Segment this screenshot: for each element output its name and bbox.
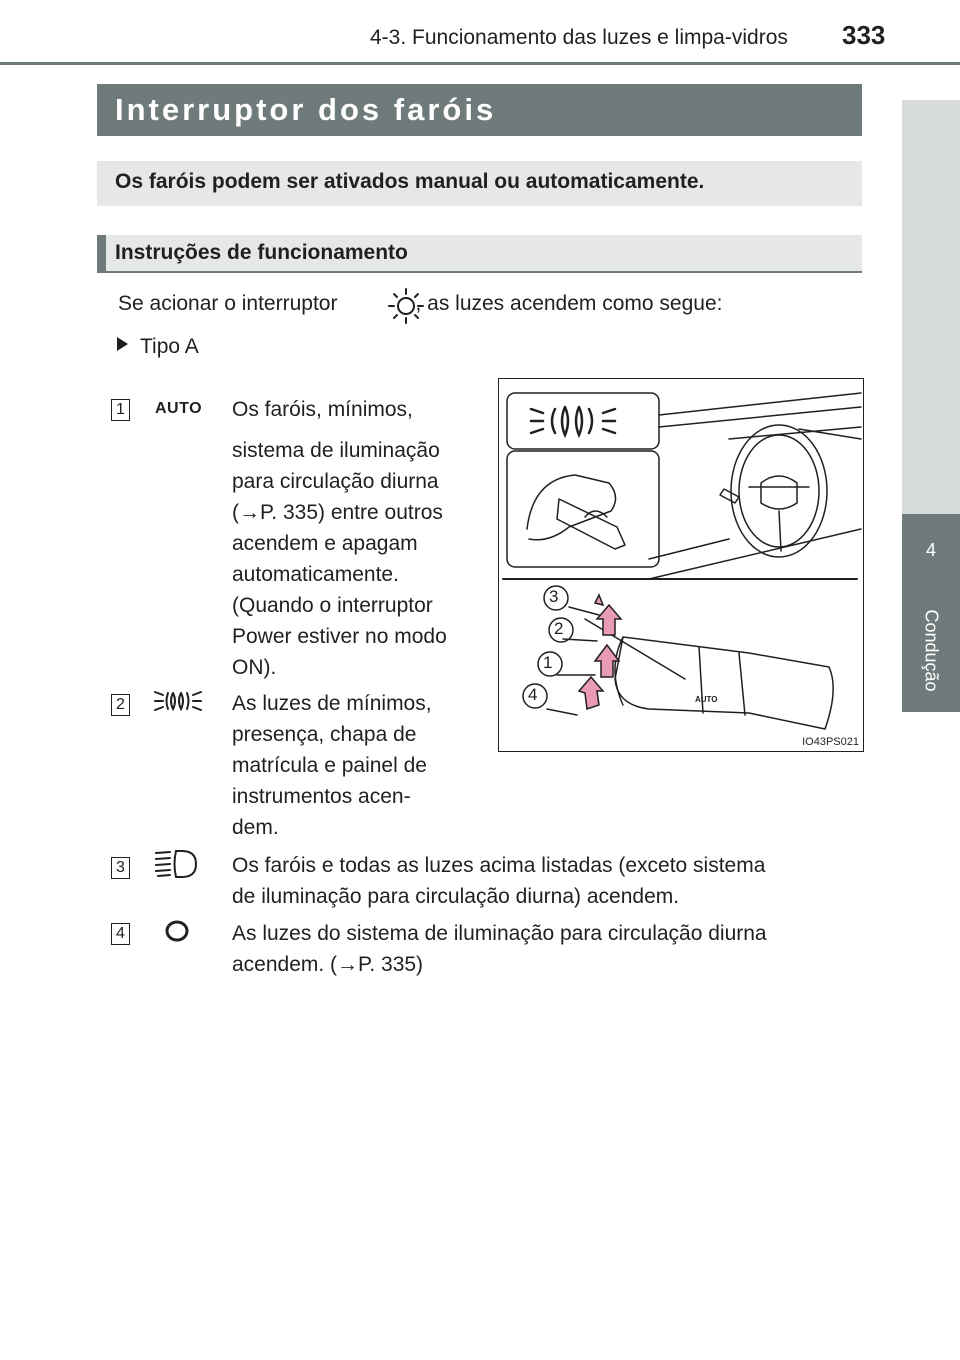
chapter-number: 4 <box>925 540 936 560</box>
illustration-drawing <box>499 379 863 751</box>
item-2-number: 2 <box>111 694 130 716</box>
item-4-number: 4 <box>111 923 130 945</box>
figure-id: IO43PS021 <box>802 736 859 748</box>
text-line: presença, chapa de <box>232 723 417 746</box>
text-line: ON). <box>232 656 277 679</box>
headlight-switch-illustration <box>498 378 864 752</box>
text-line: Power estiver no modo <box>232 625 447 648</box>
title-bar <box>97 84 862 136</box>
parking-lights-icon <box>152 686 204 716</box>
figure-callout: 4 <box>528 685 538 704</box>
text-line: para circulação diurna <box>232 470 439 493</box>
chapter-label <box>902 600 960 700</box>
auto-icon: AUTO <box>155 400 203 417</box>
text-line: As luzes de mínimos, <box>232 692 432 715</box>
item-4-text <box>232 918 854 980</box>
text-line: dem. <box>232 816 279 839</box>
text-line: As luzes do sistema de iluminação para circulação diurna <box>232 922 767 945</box>
item-1-number: 1 <box>111 399 130 421</box>
side-strip <box>902 100 960 514</box>
text-line: (→P. 335) entre outros <box>232 501 443 524</box>
item-1-text <box>232 394 477 683</box>
headlight-switch-icon <box>384 286 428 326</box>
text-line: de iluminação para circulação diurna) acendem. <box>232 885 680 908</box>
triangle-bullet-icon <box>117 337 128 351</box>
section-header: 4-3. Funcionamento das luzes e limpa-vidros <box>370 26 788 49</box>
chapter-label-text: Condução <box>921 608 942 692</box>
header-rule <box>0 62 960 65</box>
text-line: sistema de iluminação <box>232 439 440 462</box>
figure-callout: 3 <box>549 587 559 606</box>
figure-callout: 2 <box>554 619 564 638</box>
subheading <box>97 235 862 273</box>
subheading-bar <box>97 235 106 273</box>
item-2-text <box>232 688 477 843</box>
subheading-text: Instruções de funcionamento <box>115 241 408 264</box>
item-3-number: 3 <box>111 857 130 879</box>
item-3-text <box>232 850 854 912</box>
page-title: Interruptor dos faróis <box>115 92 497 127</box>
body-text-after: , as luzes acendem como segue: <box>415 292 723 315</box>
body-text-before: Se acionar o interruptor <box>118 292 338 315</box>
text-line: matrícula e painel de <box>232 754 427 777</box>
lever-auto-label: AUTO <box>695 695 718 704</box>
type-label <box>117 335 199 359</box>
text-line: (Quando o interruptor <box>232 594 433 617</box>
figure-callout: 1 <box>543 653 553 672</box>
text-line: automaticamente. <box>232 563 399 586</box>
intro-box <box>97 161 862 206</box>
text-line: Os faróis e todas as luzes acima listadas (exceto sistema <box>232 854 766 877</box>
text-line: acendem. (→P. 335) <box>232 953 424 976</box>
type-label-text: Tipo A <box>140 335 199 358</box>
headlights-icon <box>154 848 200 880</box>
page-number: 333 <box>842 20 886 50</box>
intro-text: Os faróis podem ser ativados manual ou automaticamente. <box>115 170 705 193</box>
text-line: instrumentos acen- <box>232 785 411 808</box>
text-line: acendem e apagam <box>232 532 418 555</box>
drl-icon <box>162 916 192 946</box>
text-line: Os faróis, mínimos, <box>232 398 413 421</box>
